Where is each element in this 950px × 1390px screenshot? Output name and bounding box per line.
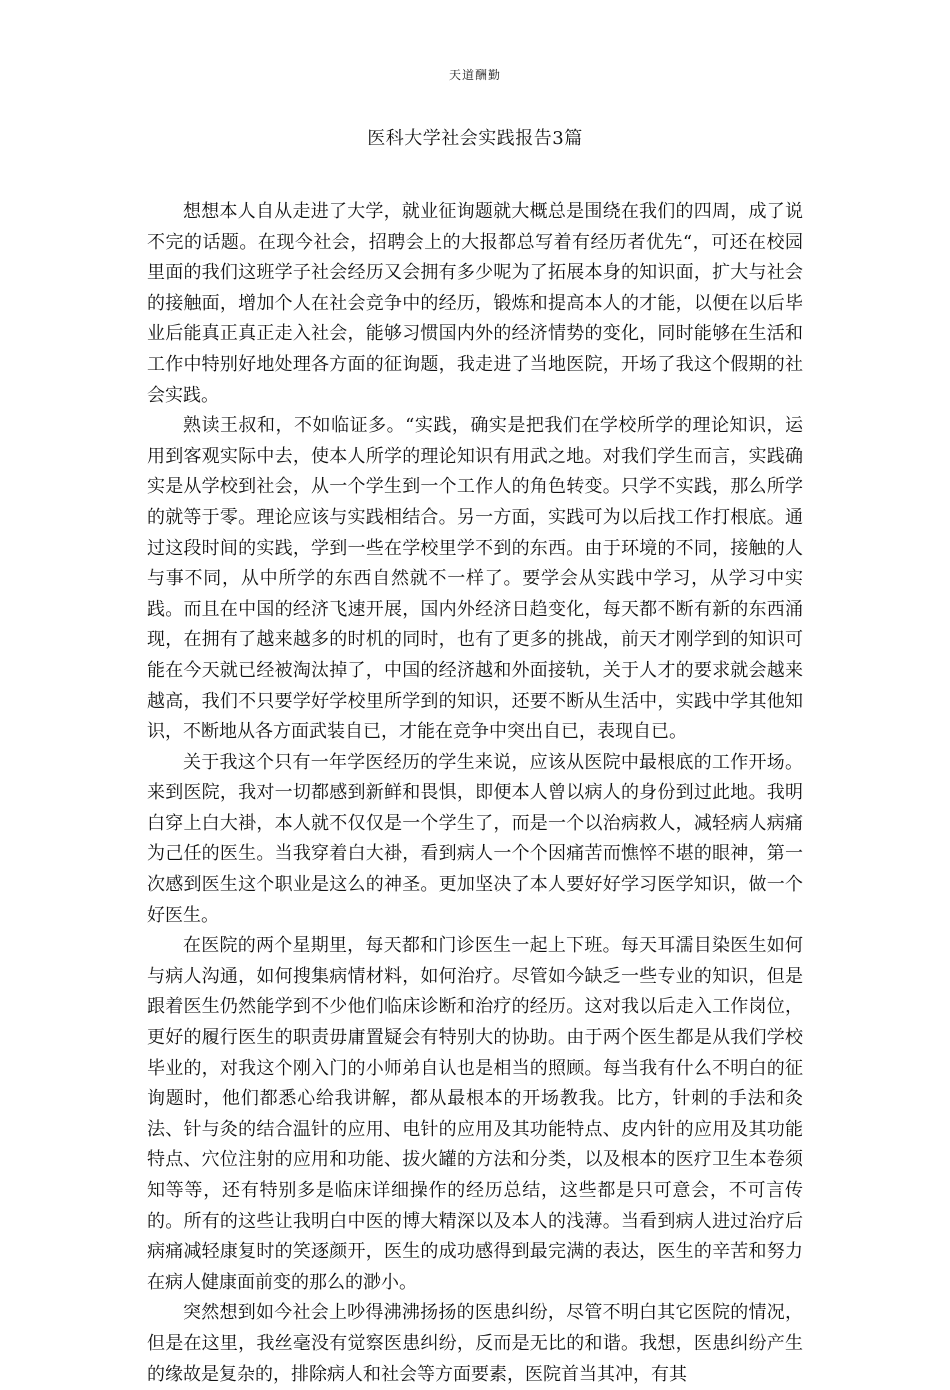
page-header: 天道酬勤 <box>448 68 501 82</box>
paragraph: 想想本人自从走进了大学，就业征询题就大概总是围绕在我们的四周，成了说不完的话题。在现今社会，招聘会上的大报都总写着有经历者优先“，可还在校园里面的我们这班学子社会经历又会拥有多少呢为了拓展本身的知识面，扩大与社会的接触面，增加个人在社会竞争中的经历，锻炼和提高本人的才能，以便在以后毕业后能真正真正走入社会，能够习惯国内外的经济情势的变化，同时能够在生活和工作中特别好地处理各方面的征询题，我走进了当地医院，开场了我这个假期的社会实践。 <box>147 201 803 406</box>
paragraph: 在医院的两个星期里，每天都和门诊医生一起上下班。每天耳濡目染医生如何与病人沟通，如何搜集病情材料，如何治疗。尽管如今缺乏一些专业的知识，但是跟着医生仍然能学到不少他们临床诊断和治疗的经历。这对我以后走入工作岗位，更好的履行医生的职责毋庸置疑会有特别大的协助。由于两个医生都是从我们学校毕业的，对我这个刚入门的小师弟自认也是相当的照顾。每当我有什么不明白的征询题时，他们都悉心给我讲解，都从最根本的开场教我。比方，针刺的手法和灸法、针与灸的结合温针的应用、电针的应用及其功能特点、皮内针的应用及其功能特点、穴位注射的应用和功能、拔火罐的方法和分类，以及根本的医疗卫生本卷须知等等，还有特别多是临床详细操作的经历总结，这些都是只可意会，不可言传的。所有的这些让我明白中医的博大精深以及本人的浅薄。当看到病人进过治疗后病痛减轻康复时的笑逐颜开，医生的成功感得到最完满的表达，医生的辛苦和努力在病人健康面前变的那么的渺小。 <box>147 935 803 1293</box>
paragraph: 熟读王叔和，不如临证多。“实践，确实是把我们在学校所学的理论知识，运用到客观实际中去，使本人所学的理论知识有用武之地。对我们学生而言，实践确实是从学校到社会，从一个学生到一个工作人的角色转变。只学不实践，那么所学的就等于零。理论应该与实践相结合。另一方面，实践可为以后找工作打根底。通过这段时间的实践，学到一些在学校里学不到的东西。由于环境的不同，接触的人与事不同，从中所学的东西自然就不一样了。要学会从实践中学习，从学习中实践。而且在中国的经济飞速开展，国内外经济日趋变化，每天都不断有新的东西涌现，在拥有了越来越多的时机的同时，也有了更多的挑战，前天才刚学到的知识可能在今天就已经被淘汰掉了，中国的经济越和外面接轨，关于人才的要求就会越来越高，我们不只要学好学校里所学到的知识，还要不断从生活中，实践中学其他知识，不断地从各方面武装自已，才能在竞争中突出自已，表现自已。 <box>147 415 803 743</box>
document-body <box>147 197 803 1390</box>
paragraph: 突然想到如今社会上吵得沸沸扬扬的医患纠纷，尽管不明白其它医院的情况，但是在这里，我丝毫没有觉察医患纠纷，反而是无比的和谐。我想，医患纠纷产生的缘故是复杂的，排除病人和社会等方面要素，医院首当其冲，有其 <box>147 1302 803 1385</box>
document-title: 医科大学社会实践报告3篇 <box>367 128 583 149</box>
paragraph: 关于我这个只有一年学医经历的学生来说，应该从医院中最根底的工作开场。来到医院，我对一切都感到新鲜和畏惧，即便本人曾以病人的身份到过此地。我明白穿上白大褂，本人就不仅仅是一个学生了，而是一个以治病救人，减轻病人病痛为己任的医生。当我穿着白大褂，看到病人一个个因痛苦而憔悴不堪的眼神，第一次感到医生这个职业是这么的神圣。更加坚决了本人要好好学习医学知识，做一个好医生。 <box>147 751 803 926</box>
